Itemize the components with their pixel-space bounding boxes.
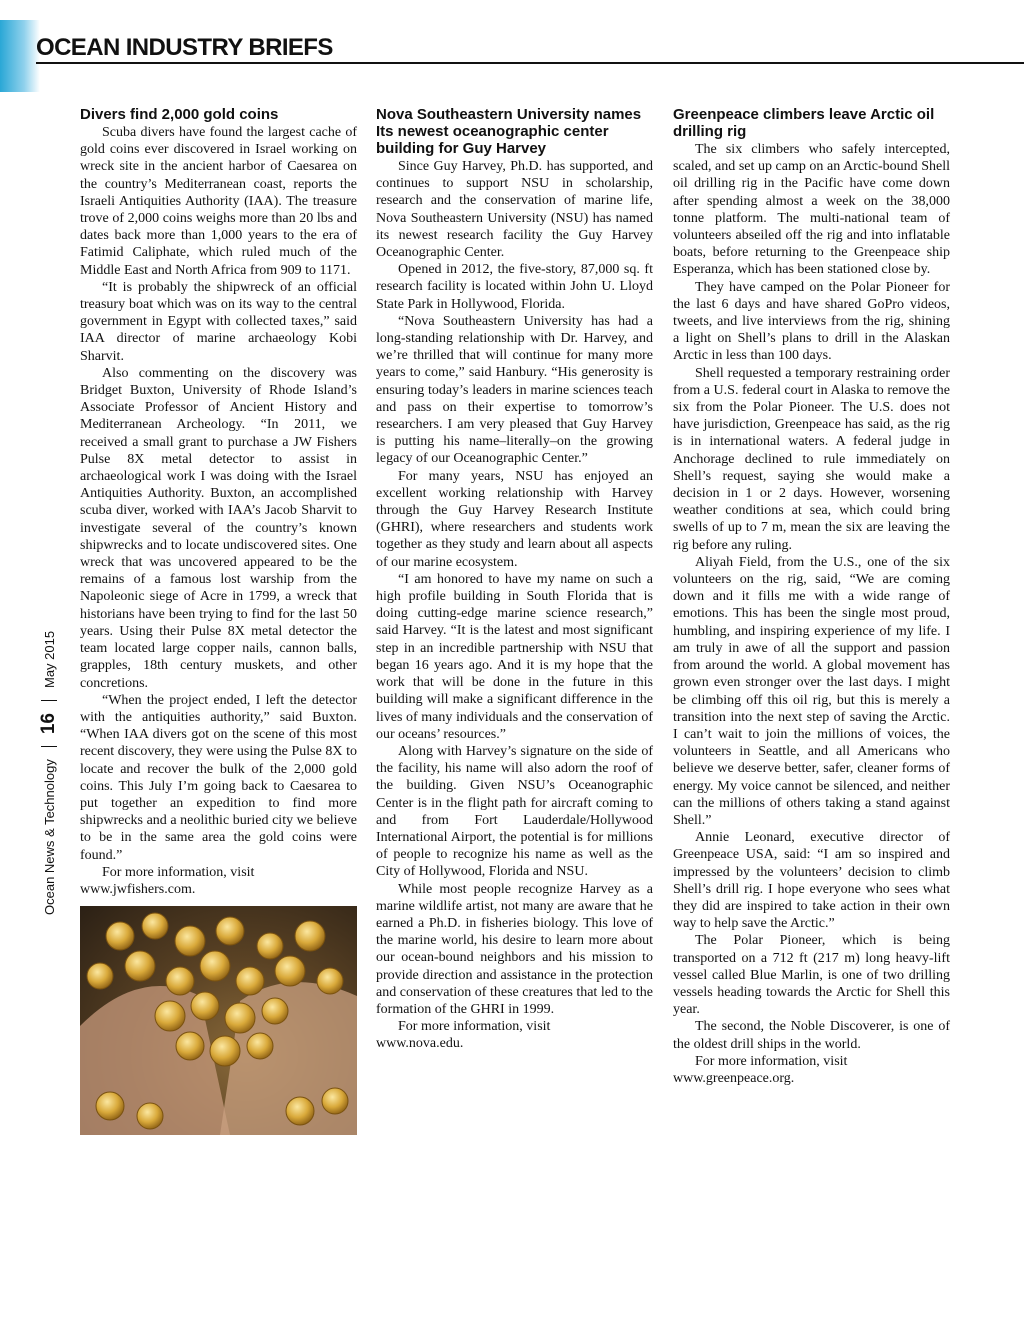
gold-coins-illustration: [80, 906, 357, 1135]
article-paragraph: Aliyah Field, from the U.S., one of the six volunteers on the rig, said, “We are coming down and it fills me with a wide range of emotions. This has been the single most proud, humbling, and inspiring experience of my life. I am truly in awe of all the support and passion from around the world. A global movement has grown even stronger over the last days. I might be climbing off this oil rig, but this is merely a transition into the next step of saving the Arctic. I can’t wait to join the millions of voices, the volunteers in Seattle, and all Americans who believe we deserve better, safer, cleaner forms of energy. My voice cannot be silenced, and neither can the millions of others taking a stand against Shell.”: [673, 554, 950, 828]
article-paragraph: For more information, visit: [695, 1053, 848, 1069]
page-number: 16: [38, 713, 59, 735]
article-paragraph: “I am honored to have my name on such a high profile building in South Florida that is doing cutting-edge marine science research,” said Harvey. “It is the latest and most significant step in an incredible partnership with NSU that began 16 years ago. And it is my hope that the work that will be done in the future in this building will make a significant difference in the lives of many individuals and the conservation of our oceans’ resources.”: [376, 571, 653, 742]
article-headline: Nova Southeastern University names Its newest oceanographic center building for Guy Harvey: [376, 106, 642, 157]
article-paragraph: For many years, NSU has enjoyed an excellent working relationship with Harvey through the Guy Harvey Research Institute (GHRI), where researchers and students work together as they study and learn about all aspects of our marine ecosystem.: [376, 468, 653, 570]
article-paragraph: Shell requested a temporary restraining order from a U.S. federal court in Alaska to remove the six from the Polar Pioneer. The U.S. does not have jurisdiction, Greenpeace has said, as the rig is in international waters. A federal judge in Anchorage declined to rule immediately on Shell’s request, saying she would make a decision in 1 or 2 days. However, worsening weather conditions at sea, which could bring swells of up to 7 m, mean the six are leaving the rig before any ruling.: [673, 365, 950, 553]
folio-divider: [41, 746, 57, 747]
article-paragraph: Annie Leonard, executive director of Greenpeace USA, said: “I am so inspired and impressed by the volunteers’ decision to climb Shell’s drill rig. I hope everyone who sees what they did are inspired to take action in their own way to help save the Arctic.”: [673, 830, 950, 932]
article-paragraph: Along with Harvey’s signature on the side of the facility, his name will also adorn the roof of the building. Given NSU’s Oceanographic Center is in the flight path for aircraft coming to and from Fort Lauderdale/Hollywood International Airport, the potential is for millions of people to recognize his name as well as the City of Hollywood, Florida and NSU.: [376, 743, 653, 880]
article-headline: Greenpeace climbers leave Arctic oil drilling rig: [673, 106, 935, 140]
article-paragraph: “When the project ended, I left the detector with the antiquities authority,” said Buxton. “When IAA divers got on the scene of this most recent discovery, they were using the Pulse 8X to locate and recover the bulk of the 2,000 gold coins. This July I’m going back to Caesarea to put together an expedition to find more shipwrecks and a neolithic buried city we believe to be in the same area the gold coins were found.”: [80, 692, 357, 863]
article-greenpeace: [673, 106, 950, 1087]
article-paragraph: Scuba divers have found the largest cache of gold coins ever discovered in Israel working on wreck site in the ancient harbor of Caesarea on the country’s Mediterranean coast, reports the Israeli Antiquities Authority (IAA). The treasure trove of 2,000 coins weighs more than 20 lbs and dates back more than 1,000 years to the era of Fatimid Caliphate, which ruled much of the Middle East and North Africa from 909 to 1171.: [80, 125, 357, 278]
article-paragraph: The second, the Noble Discoverer, is one of the oldest drill ships in the world.: [673, 1019, 950, 1052]
article-paragraph: While most people recognize Harvey as a marine wildlife artist, not many are aware that he earned a Ph.D. in fisheries biology. This love of the marine world, his desire to learn more about our ocean-bound neighbors and his mission to provide direction and assistance in the protection and conservation of these creatures that led to the formation of the GHRI in 1999.: [376, 881, 653, 1017]
article-gold-coins: [80, 106, 357, 1135]
article-headline: Divers find 2,000 gold coins: [80, 106, 279, 123]
page-sidebar: [18, 585, 58, 915]
article-paragraph: Opened in 2012, the five-story, 87,000 sq. ft research facility is located within John U. Lloyd State Park in Hollywood, Florida.: [376, 262, 653, 312]
article-link[interactable]: www.greenpeace.org.: [673, 1070, 795, 1086]
section-title: OCEAN INDUSTRY BRIEFS: [36, 34, 333, 61]
article-paragraph: Since Guy Harvey, Ph.D. has supported, and continues to support NSU in scholarship, research and the conservation of marine life, Nova Southeastern University (NSU) has named its newest research facility the Guy Harvey Oceanographic Center.: [376, 159, 653, 261]
section-color-tab: [0, 20, 40, 92]
article-link[interactable]: www.nova.edu.: [376, 1036, 464, 1052]
article-paragraph: Also commenting on the discovery was Bridget Buxton, University of Rhode Island’s Associate Professor of Ancient History and Mediterranean Archeology. “In 2011, we received a small grant to purchase a JW Fishers Pulse 8X metal detector to assist in archaeological work I was doing with the Israel Antiquities Authority. Buxton, an accomplished scuba diver, worked with IAA’s Jacob Sharvit to investigate several of the country’s known shipwrecks and to locate undiscovered sites. One wreck that was uncovered appeared to be the remains of a famous lost warship from the Napoleonic siege of Acre in 1799, a wreck that historians have been trying to find for the last 50 years. Using their Pulse 8X metal detector the team located large copper nails, cannon balls, grapples, 18th century muskets, and other concretions.: [80, 365, 357, 691]
article-paragraph: For more information, visit: [398, 1019, 551, 1035]
folio-divider: [41, 700, 57, 701]
header-rule: [36, 62, 1024, 64]
magazine-name: Ocean News & Technology: [41, 759, 57, 915]
article-link[interactable]: www.jwfishers.com.: [80, 881, 196, 897]
article-paragraph: They have camped on the Polar Pioneer for the last 6 days and have shared GoPro videos, tweets, and live interviews from the rig, shining a light on Shell’s plans to drill in the Alaskan Arctic in less than 100 days.: [673, 279, 950, 364]
article-paragraph: “Nova Southeastern University has had a long-standing relationship with Dr. Harvey, and we’re thrilled that will continue for many more years to come,” said Hanbury. “His generosity is ensuring today’s leaders in marine sciences teach and pass on their expertise to tomorrow’s researchers. I am very pleased that Guy Harvey is putting his name–literally–on the growing legacy of our Oceanographic Center.”: [376, 313, 653, 467]
gold-coins-photo: [80, 906, 357, 1135]
issue-date: May 2015: [41, 630, 57, 688]
article-paragraph: For more information, visit: [102, 864, 255, 880]
article-paragraph: “It is probably the shipwreck of an official treasury boat which was on its way to the central government in Egypt with collected taxes,” said IAA director of marine archaeology Kobi Sharvit.: [80, 279, 357, 364]
article-paragraph: The Polar Pioneer, which is being transported on a 712 ft (217 m) long heavy-lift vessel called Blue Marlin, is one of two drilling vessels heading towards the Arctic for Shell this year.: [673, 933, 950, 1018]
sidebar-folio: [38, 631, 60, 915]
article-paragraph: The six climbers who safely intercepted, scaled, and set up camp on an Arctic-bound Shell oil drilling rig in the Pacific have come down after spending almost a week on the 38,000 tonne platform. The multi-national team of volunteers abseiled off the rig and into inflatable boats, before returning to the Greenpeace ship Esperanza, which has been stationed close by.: [673, 142, 950, 278]
article-nova-southeastern: [376, 106, 653, 1053]
